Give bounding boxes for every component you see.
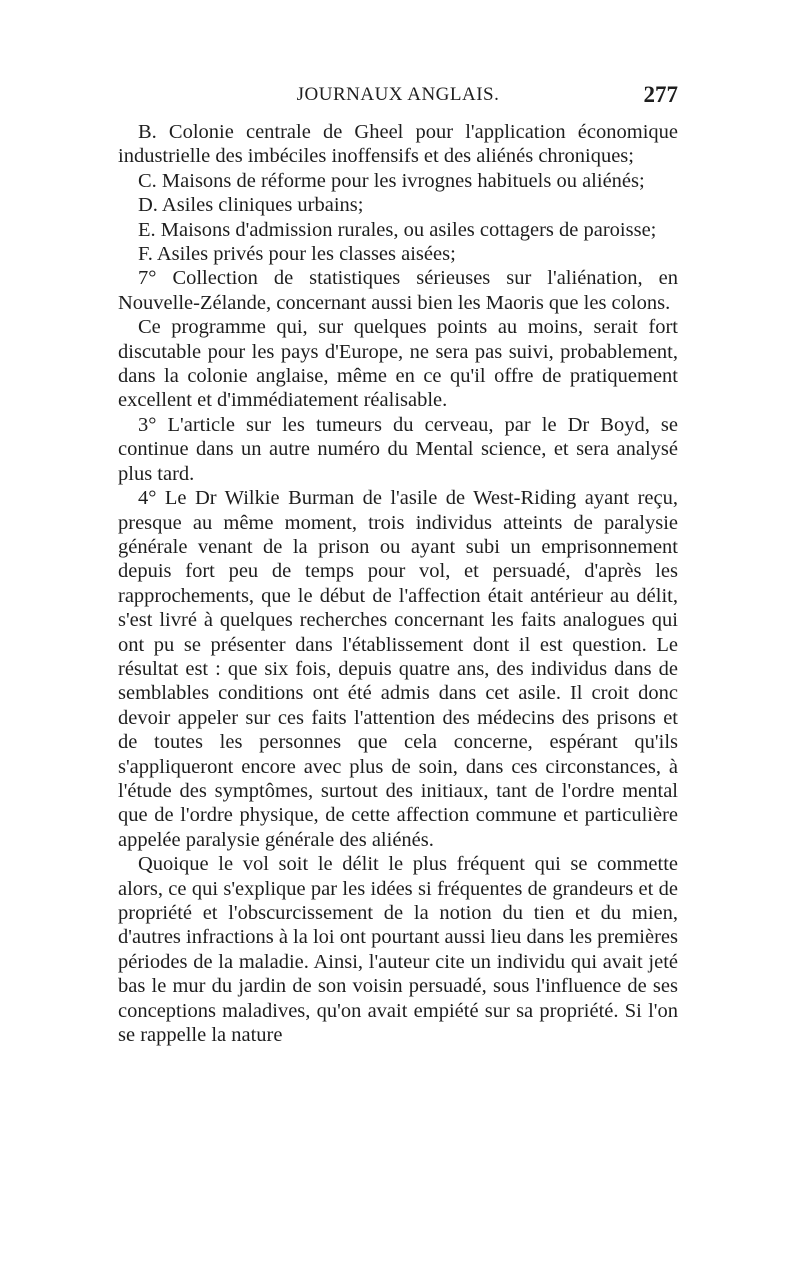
page-number: 277 xyxy=(643,82,678,107)
list-item-b: B. Colonie centrale de Gheel pour l'application économique industrielle des imbéciles inoffensifs et des aliénés chroniques; xyxy=(118,121,678,168)
paragraph-burman: 4° Le Dr Wilkie Burman de l'asile de West-Riding ayant reçu, presque au même moment, trois individus atteints de paralysie générale venant de la prison ou ayant subi un emprisonnement depuis fort peu de temps pour vol, et persuadé, d'après les rapprochements, que le début de l'affection était antérieur au délit, s'est livré à quelques recherches concernant les faits analogues qui ont pu se présenter dans l'établissement dont il est question. Le résultat est : que six fois, depuis quatre ans, des individus dans de semblables conditions ont été admis dans cet asile. Il croit donc devoir appeler sur ces faits l'attention des médecins des prisons et de toutes les personnes que cela concerne, espérant qu'ils s'appliqueront encore avec plus de soin, dans ces circonstances, à l'étude des symptômes, surtout des initiaux, tant de l'ordre mental que de l'ordre physique, de cette affection commune et particulière appelée paralysie générale des aliénés. xyxy=(118,487,678,851)
running-head xyxy=(118,84,678,114)
page-body xyxy=(118,120,678,1047)
list-item-f: F. Asiles privés pour les classes aisées; xyxy=(138,243,456,266)
list-item-c: C. Maisons de réforme pour les ivrognes habituels ou aliénés; xyxy=(138,169,645,192)
paragraph-programme: Ce programme qui, sur quelques points au moins, serait fort discutable pour les pays d'Europe, ne sera pas suivi, probablement, dans la colonie anglaise, même en ce qu'il offre de pratiquement excellent et d'immédiatement réalisable. xyxy=(118,316,678,412)
paragraph-tumeurs: 3° L'article sur les tumeurs du cerveau, par le Dr Boyd, se continue dans un autre numéro du Mental science, et sera analysé plus tard. xyxy=(118,413,678,485)
list-item-d: D. Asiles cliniques urbains; xyxy=(138,194,364,217)
list-item-7: 7° Collection de statistiques sérieuses sur l'aliénation, en Nouvelle-Zélande, concernant aussi bien les Maoris que les colons. xyxy=(118,267,678,314)
running-title: JOURNAUX ANGLAIS. xyxy=(296,84,500,105)
list-item-e: E. Maisons d'admission rurales, ou asiles cottagers de paroisse; xyxy=(138,218,657,241)
paragraph-vol: Quoique le vol soit le délit le plus fréquent qui se commette alors, ce qui s'explique par les idées si fréquentes de grandeurs et de propriété et l'obscurcissement de la notion du tien et du mien, d'autres infractions à la loi ont pourtant aussi lieu dans les premières périodes de la maladie. Ainsi, l'auteur cite un individu qui avait jeté bas le mur du jardin de son voisin persuadé, sous l'influence de ses conceptions maladives, qu'on avait empiété sur sa propriété. Si l'on se rappelle la nature xyxy=(118,853,678,1047)
